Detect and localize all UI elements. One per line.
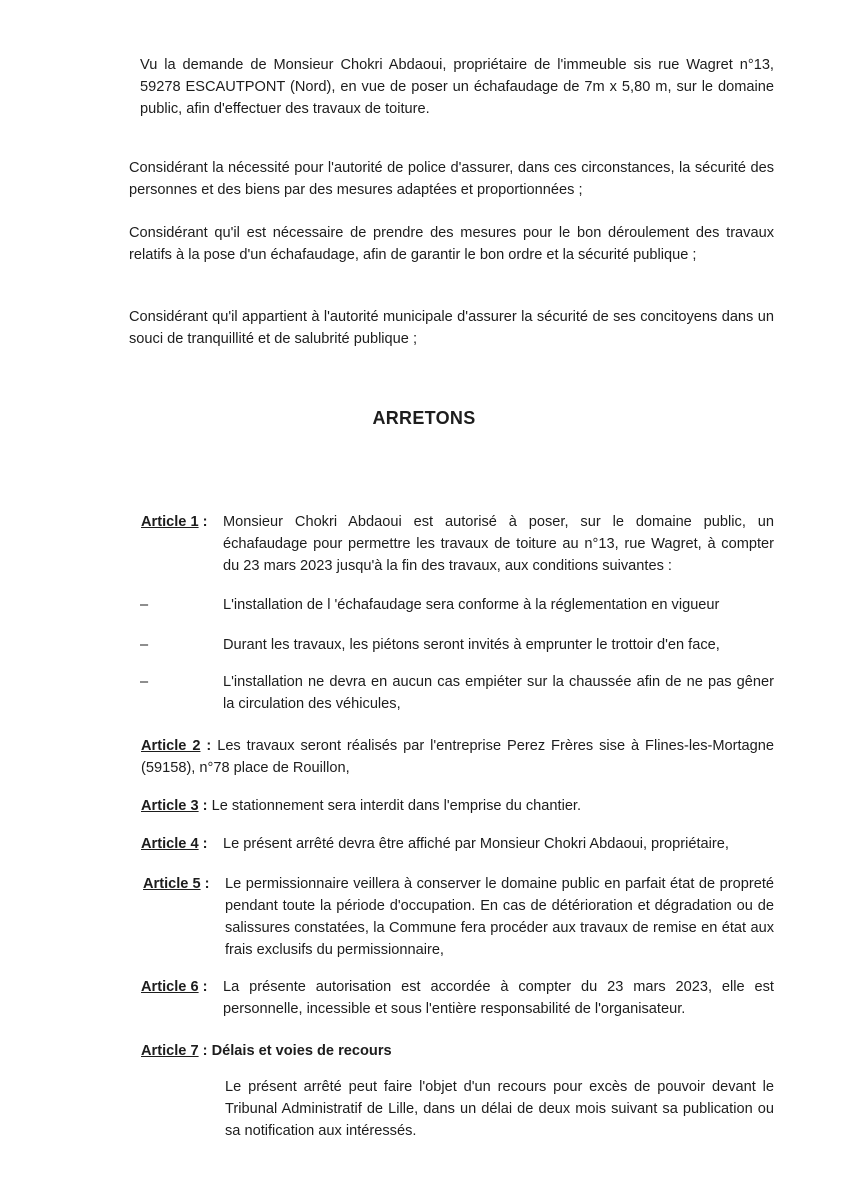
arretons-heading: ARRETONS: [372, 408, 476, 428]
article-7-title: : Délais et voies de recours: [198, 1043, 392, 1059]
article-6-label: [141, 976, 208, 998]
article-4-separator: :: [198, 836, 208, 852]
article-6-text: La présente autorisation est accordée à compter du 23 mars 2023, elle est personnelle, incessible et sous l'entière responsabilité de l'organisateur.: [223, 979, 774, 1017]
bullet-dash: –: [140, 637, 149, 653]
article-3-separator: :: [198, 798, 208, 814]
article-2-separator: :: [200, 738, 212, 754]
article-1-label: [141, 511, 208, 533]
article-2: [141, 735, 774, 779]
article-1-body: Monsieur Chokri Abdaoui est autorisé à poser, sur le domaine public, un échafaudage pour permettre les travaux de toiture au n°13, rue Wagret, à compter du 23 mars 2023 jusqu'à la fin des travaux, aux conditions suivantes :: [223, 514, 774, 574]
article-6-separator: :: [198, 979, 208, 995]
vu-paragraph: Vu la demande de Monsieur Chokri Abdaoui, propriétaire de l'immeuble sis rue Wagret n°13, 59278 ESCAUTPONT (Nord), en vue de poser un échafaudage de 7m x 5,80 m, sur le domaine public, afin d'effectuer des travaux de toiture.: [140, 57, 774, 117]
article-4-number: Article 4: [141, 836, 199, 852]
article-3: [141, 795, 774, 817]
bullet-dash: –: [140, 674, 149, 690]
article-6-number: Article 6: [141, 979, 199, 995]
considerant-paragraph-2: Considérant qu'il est nécessaire de prendre des mesures pour le bon déroulement des travaux relatifs à la pose d'un échafaudage, afin de garantir le bon ordre et la sécurité publique ;: [129, 225, 774, 263]
article-5-separator: :: [200, 876, 210, 892]
article-3-text: Le stationnement sera interdit dans l'emprise du chantier.: [211, 798, 582, 814]
article-4-label: [141, 833, 208, 855]
bullet-text: Durant les travaux, les piétons seront invités à emprunter le trottoir d'en face,: [223, 637, 720, 653]
article-2-number: Article 2: [141, 738, 201, 754]
article-2-text: Les travaux seront réalisés par l'entreprise Perez Frères sise à Flines-les-Mortagne (59158), n°78 place de Rouillon,: [141, 738, 775, 776]
article-7-text: Le présent arrêté peut faire l'objet d'un recours pour excès de pouvoir devant le Tribunal Administratif de Lille, dans un délai de deux mois suivant sa publication ou sa notification aux intéressés.: [225, 1079, 774, 1139]
bullet-text: L'installation de l 'échafaudage sera conforme à la réglementation en vigueur: [223, 597, 720, 613]
article-5-text: Le permissionnaire veillera à conserver le domaine public en parfait état de propreté pendant toute la période d'occupation. En cas de détérioration et dégradation ou de salissures constatées, la Commune fera procéder aux travaux de remise en état aux frais exclusifs du permissionnaire,: [225, 876, 774, 958]
article-1-text: [223, 511, 774, 577]
considerant-paragraph-1: Considérant la nécessité pour l'autorité de police d'assurer, dans ces circonstances, la sécurité des personnes et des biens par des mesures adaptées et proportionnées ;: [129, 160, 774, 198]
bullet-dash: –: [140, 597, 149, 613]
article-4-text: Le présent arrêté devra être affiché par Monsieur Chokri Abdaoui, propriétaire,: [223, 836, 729, 852]
article-5-number: Article 5: [143, 876, 201, 892]
article-3-number: Article 3: [141, 798, 199, 814]
article-7-heading: [141, 1040, 774, 1062]
article-7-number: Article 7: [141, 1043, 199, 1059]
bullet-text: L'installation ne devra en aucun cas empiéter sur la chaussée afin de ne pas gêner la circulation des véhicules,: [223, 674, 774, 712]
article-1-number: Article 1: [141, 514, 199, 530]
article-5-label: [143, 873, 210, 895]
considerant-paragraph-3: Considérant qu'il appartient à l'autorité municipale d'assurer la sécurité de ses concitoyens dans un souci de tranquillité et de salubrité publique ;: [129, 309, 774, 347]
article-1-separator: :: [198, 514, 208, 530]
